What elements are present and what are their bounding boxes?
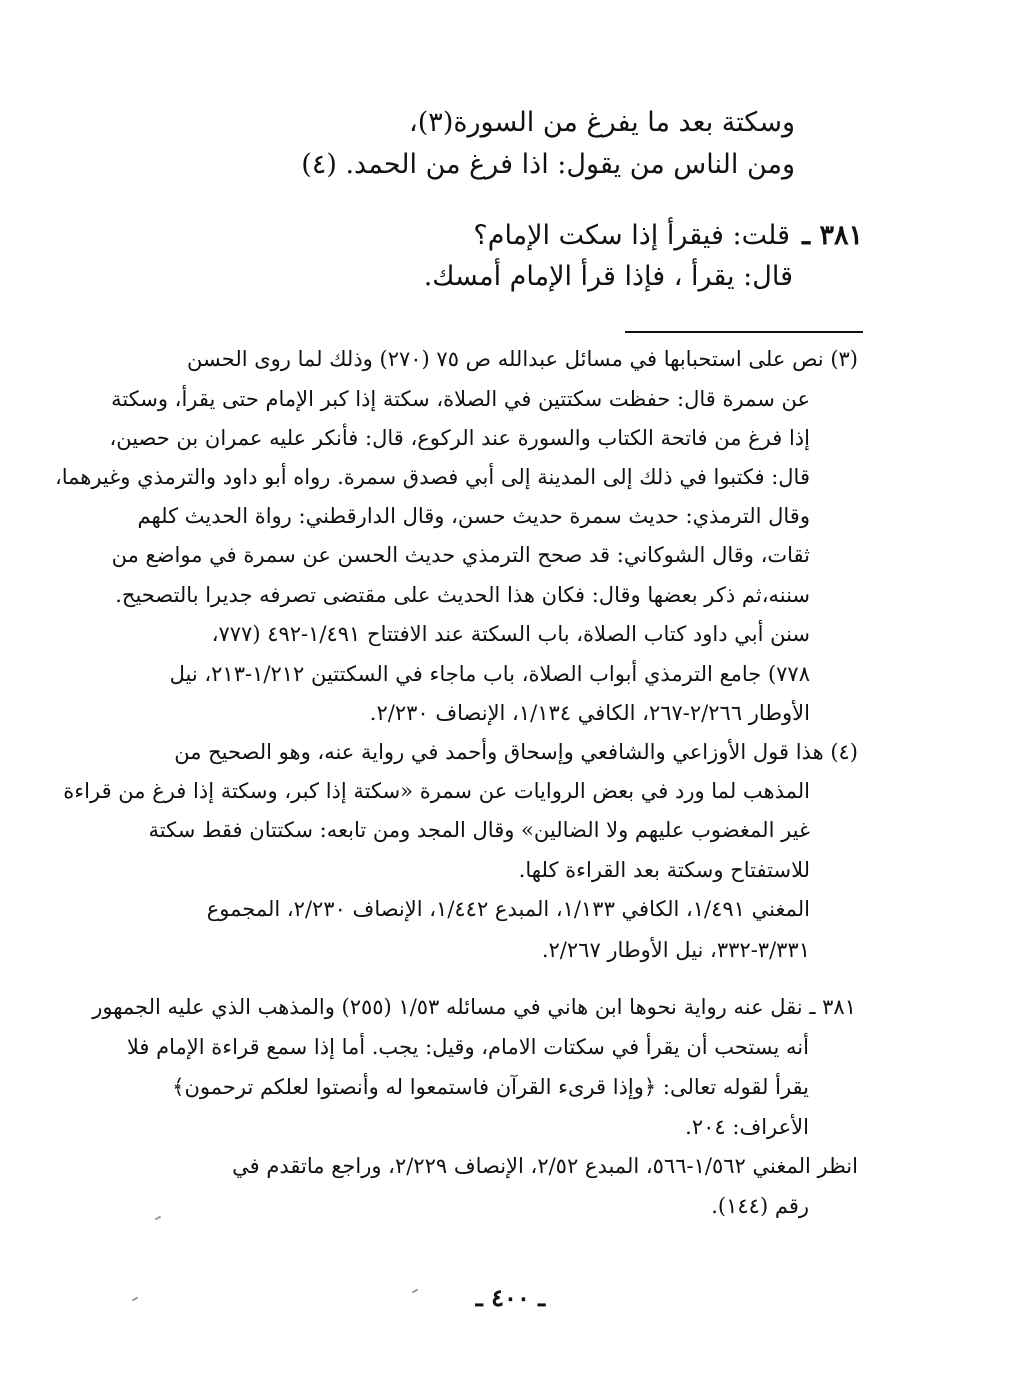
main-line-1: وسكتة بعد ما يفرغ من السورة(٣)، [409, 107, 795, 138]
main-line-3: قلت: فيقرأ إذا سكت الإمام؟ [473, 220, 790, 251]
footnote-3-line-9: ٧٧٨) جامع الترمذي أبواب الصلاة، باب ماجاء في السكتتين ١/٢١٢-٢١٣، نيل [169, 662, 810, 686]
item-number: ٣٨١ ـ [802, 220, 863, 251]
footnote-381-line-4: الأعراف: ٢٠٤. [685, 1115, 809, 1139]
footnote-3-line-10: الأوطار ٢/٢٦٦-٢٦٧، الكافي ١/١٣٤، الإنصاف ٢/٢٣٠. [369, 701, 810, 725]
footnote-4-line-3: غير المغضوب عليهم ولا الضالين» وقال المجد ومن تابعه: سكتتان فقط سكتة [148, 818, 810, 842]
footnote-3-line-6: ثقات، وقال الشوكاني: قد صحح الترمذي حديث الحسن عن سمرة في مواضع من [111, 543, 810, 567]
scan-speck [155, 1216, 161, 1221]
footnote-divider [625, 331, 863, 333]
footnote-381-line-1: ٣٨١ ـ نقل عنه رواية نحوها ابن هاني في مسائله ١/٥٣ (٢٥٥) والمذهب الذي عليه الجمهور [92, 995, 856, 1019]
footnote-3-line-3: إذا فرغ من فاتحة الكتاب والسورة عند الركوع، قال: فأنكر عليه عمران بن حصين، [109, 426, 810, 450]
main-line-2: ومن الناس من يقول: اذا فرغ من الحمد. (٤) [301, 149, 795, 180]
footnote-381-line-5: انظر المغني ١/٥٦٢-٥٦٦، المبدع ٢/٥٢، الإنصاف ٢/٢٢٩، وراجع ماتقدم في [232, 1154, 858, 1178]
footnote-4-line-2: المذهب لما ورد في بعض الروايات عن سمرة «سكتة إذا كبر، وسكتة إذا فرغ من قراءة [63, 779, 810, 803]
footnote-4-line-6: ٣/٣٣١-٣٣٢، نيل الأوطار ٢/٢٦٧. [541, 938, 810, 962]
footnote-3-line-1: (٣) نص على استحبابها في مسائل عبدالله ص ٧٥ (٢٧٠) وذلك لما روى الحسن [187, 347, 858, 371]
footnote-3-line-4: قال: فكتبوا في ذلك إلى المدينة إلى أبي فصدق سمرة. رواه أبو داود والترمذي وغيرهما، [54, 465, 810, 489]
footnote-4-line-1: (٤) هذا قول الأوزاعي والشافعي وإسحاق وأحمد في رواية عنه، وهو الصحيح من [174, 740, 858, 764]
main-line-4: قال: يقرأ ، فإذا قرأ الإمام أمسك. [423, 261, 793, 292]
page-number: ـ ٤٠٠ ـ [475, 1283, 546, 1312]
footnote-381-line-6: رقم (١٤٤). [711, 1194, 809, 1218]
footnote-3-line-2: عن سمرة قال: حفظت سكتتين في الصلاة، سكتة إذا كبر الإمام حتى يقرأ، وسكتة [111, 387, 810, 411]
footnote-381-line-2: أنه يستحب أن يقرأ في سكتات الامام، وقيل: يجب. أما إذا سمع قراءة الإمام فلا [126, 1035, 809, 1059]
footnote-3-line-8: سنن أبي داود كتاب الصلاة، باب السكتة عند الافتتاح ١/٤٩١-٤٩٢ (٧٧٧، [211, 622, 810, 646]
footnote-4-line-4: للاستفتاح وسكتة بعد القراءة كلها. [518, 858, 810, 882]
footnote-381-line-3: يقرأ لقوله تعالى: ﴿وإذا قرىء القرآن فاستمعوا له وأنصتوا لعلكم ترحمون﴾ [172, 1075, 809, 1099]
footnote-3-line-5: وقال الترمذي: حديث سمرة حديث حسن، وقال الدارقطني: رواة الحديث كلهم [137, 504, 810, 528]
footnote-4-line-5: المغني ١/٤٩١، الكافي ١/١٣٣، المبدع ١/٤٤٢، الإنصاف ٢/٢٣٠، المجموع [206, 897, 810, 921]
footnote-3-line-7: سننه،ثم ذكر بعضها وقال: فكان هذا الحديث على مقتضى تصرفه جديرا بالتصحيح. [115, 583, 810, 607]
